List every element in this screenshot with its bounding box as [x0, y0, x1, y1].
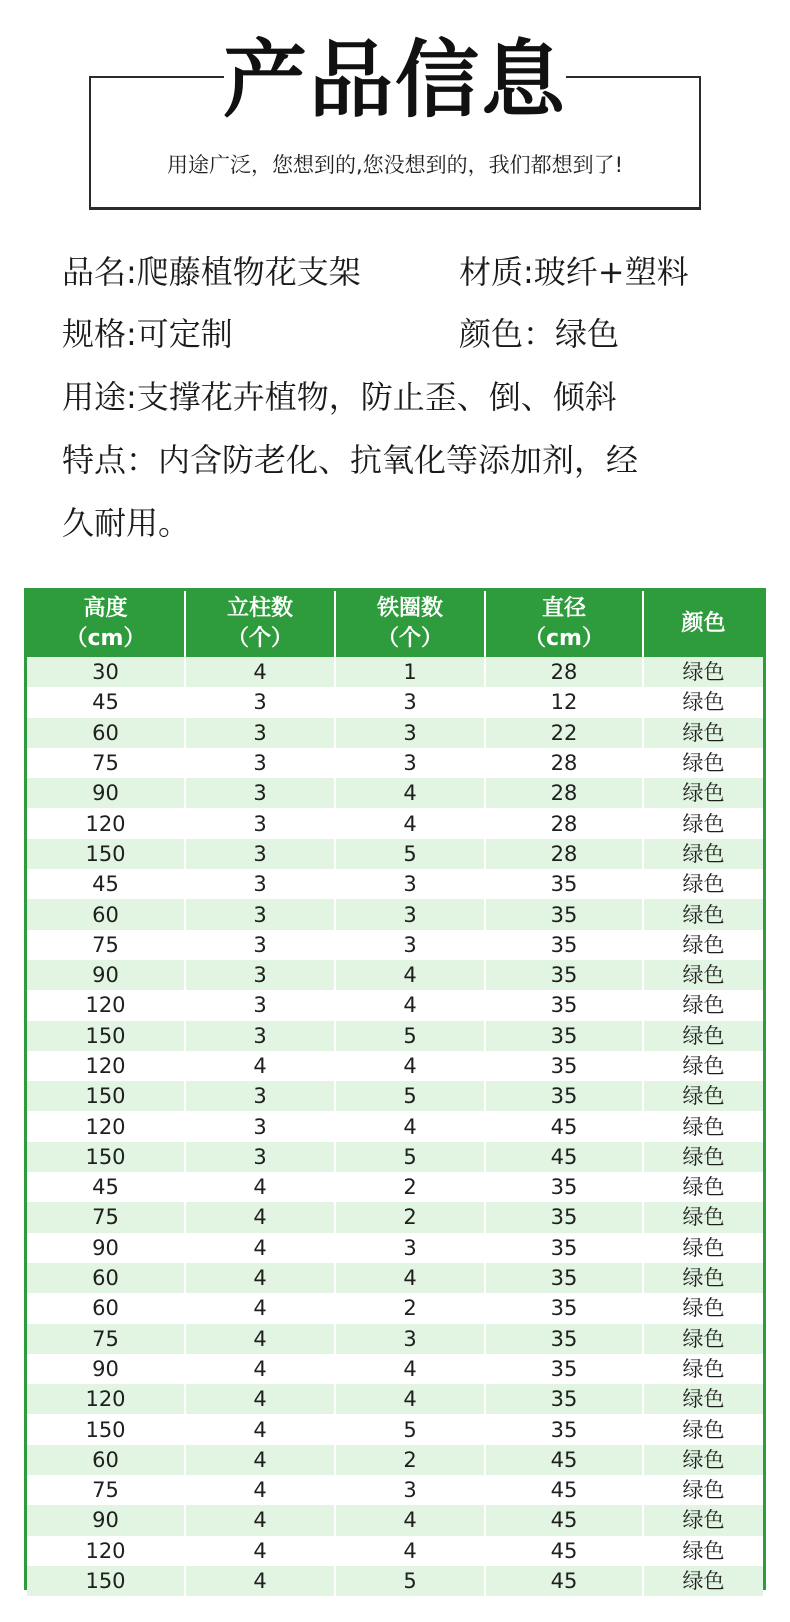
cell-height: 75	[27, 748, 185, 778]
info-spec: 规格:可定制	[62, 315, 233, 353]
cell-height: 90	[27, 1233, 185, 1263]
header-posts: 立柱数 （个）	[185, 591, 335, 657]
cell-diameter: 22	[485, 718, 643, 748]
cell-color: 绿色	[643, 1414, 763, 1444]
cell-rings: 4	[335, 1384, 485, 1414]
cell-height: 120	[27, 1536, 185, 1566]
cell-diameter: 35	[485, 1384, 643, 1414]
cell-posts: 4	[185, 1566, 335, 1596]
cell-posts: 4	[185, 1414, 335, 1444]
cell-diameter: 35	[485, 990, 643, 1020]
table-row	[27, 1081, 763, 1111]
cell-diameter: 35	[485, 1324, 643, 1354]
cell-color: 绿色	[643, 990, 763, 1020]
info-material: 材质:玻纤+塑料	[459, 253, 689, 291]
cell-posts: 3	[185, 960, 335, 990]
cell-color: 绿色	[643, 808, 763, 838]
cell-diameter: 35	[485, 869, 643, 899]
table-row	[27, 869, 763, 899]
cell-diameter: 45	[485, 1475, 643, 1505]
cell-posts: 3	[185, 990, 335, 1020]
info-color: 颜色：绿色	[459, 315, 620, 353]
cell-rings: 5	[335, 1414, 485, 1444]
cell-rings: 3	[335, 869, 485, 899]
cell-diameter: 35	[485, 899, 643, 929]
cell-diameter: 35	[485, 1021, 643, 1051]
cell-rings: 4	[335, 960, 485, 990]
cell-diameter: 28	[485, 778, 643, 808]
cell-diameter: 28	[485, 808, 643, 838]
table-row	[27, 1293, 763, 1323]
cell-rings: 4	[335, 1111, 485, 1141]
cell-posts: 3	[185, 930, 335, 960]
cell-diameter: 45	[485, 1536, 643, 1566]
cell-rings: 3	[335, 1233, 485, 1263]
table-row	[27, 1172, 763, 1202]
header-diameter: 直径 （cm）	[485, 591, 643, 657]
cell-rings: 5	[335, 1142, 485, 1172]
cell-posts: 3	[185, 748, 335, 778]
cell-height: 45	[27, 687, 185, 717]
cell-height: 45	[27, 869, 185, 899]
cell-height: 60	[27, 1445, 185, 1475]
cell-rings: 4	[335, 1505, 485, 1535]
cell-diameter: 35	[485, 1233, 643, 1263]
cell-color: 绿色	[643, 1475, 763, 1505]
cell-rings: 4	[335, 1354, 485, 1384]
table-row	[27, 990, 763, 1020]
table-row	[27, 778, 763, 808]
cell-color: 绿色	[643, 657, 763, 687]
cell-height: 120	[27, 808, 185, 838]
cell-height: 90	[27, 960, 185, 990]
table-row	[27, 1233, 763, 1263]
header-height: 高度 （cm）	[27, 591, 185, 657]
table-row	[27, 1475, 763, 1505]
cell-rings: 4	[335, 1263, 485, 1293]
table-row	[27, 1324, 763, 1354]
cell-color: 绿色	[643, 1445, 763, 1475]
cell-diameter: 35	[485, 1172, 643, 1202]
cell-rings: 3	[335, 930, 485, 960]
cell-color: 绿色	[643, 687, 763, 717]
cell-rings: 3	[335, 718, 485, 748]
cell-color: 绿色	[643, 1566, 763, 1596]
cell-height: 120	[27, 990, 185, 1020]
cell-color: 绿色	[643, 1505, 763, 1535]
cell-posts: 3	[185, 1142, 335, 1172]
cell-rings: 3	[335, 687, 485, 717]
table-row	[27, 1445, 763, 1475]
table-row	[27, 960, 763, 990]
header-frame-top-right	[566, 76, 701, 78]
cell-height: 75	[27, 930, 185, 960]
cell-posts: 3	[185, 1111, 335, 1141]
cell-posts: 4	[185, 1354, 335, 1384]
cell-posts: 4	[185, 1384, 335, 1414]
cell-diameter: 45	[485, 1566, 643, 1596]
cell-color: 绿色	[643, 869, 763, 899]
cell-posts: 4	[185, 1263, 335, 1293]
cell-color: 绿色	[643, 1202, 763, 1232]
cell-posts: 4	[185, 657, 335, 687]
cell-color: 绿色	[643, 748, 763, 778]
cell-diameter: 35	[485, 960, 643, 990]
cell-color: 绿色	[643, 1233, 763, 1263]
cell-height: 150	[27, 839, 185, 869]
cell-height: 150	[27, 1142, 185, 1172]
cell-rings: 5	[335, 1081, 485, 1111]
cell-height: 45	[27, 1172, 185, 1202]
cell-height: 150	[27, 1021, 185, 1051]
cell-height: 120	[27, 1384, 185, 1414]
table-row	[27, 1021, 763, 1051]
header-rings: 铁圈数 （个）	[335, 591, 485, 657]
cell-color: 绿色	[643, 1142, 763, 1172]
info-feature-line-1: 特点：内含防老化、抗氧化等添加剂，经	[62, 441, 639, 479]
cell-color: 绿色	[643, 960, 763, 990]
cell-posts: 4	[185, 1172, 335, 1202]
cell-rings: 3	[335, 1324, 485, 1354]
cell-rings: 2	[335, 1293, 485, 1323]
spec-table	[27, 591, 763, 1596]
cell-rings: 5	[335, 1021, 485, 1051]
cell-diameter: 45	[485, 1505, 643, 1535]
cell-rings: 4	[335, 778, 485, 808]
cell-color: 绿色	[643, 1021, 763, 1051]
cell-diameter: 35	[485, 1051, 643, 1081]
cell-rings: 5	[335, 839, 485, 869]
cell-color: 绿色	[643, 1536, 763, 1566]
cell-color: 绿色	[643, 1293, 763, 1323]
cell-height: 60	[27, 1293, 185, 1323]
table-row	[27, 1566, 763, 1596]
page-title: 产品信息	[222, 31, 567, 129]
cell-diameter: 45	[485, 1445, 643, 1475]
cell-rings: 3	[335, 899, 485, 929]
cell-posts: 4	[185, 1324, 335, 1354]
table-row	[27, 1142, 763, 1172]
cell-posts: 4	[185, 1202, 335, 1232]
cell-rings: 4	[335, 1536, 485, 1566]
cell-diameter: 45	[485, 1142, 643, 1172]
cell-height: 90	[27, 1354, 185, 1384]
cell-diameter: 35	[485, 1202, 643, 1232]
cell-height: 120	[27, 1111, 185, 1141]
table-row	[27, 899, 763, 929]
cell-posts: 3	[185, 718, 335, 748]
cell-diameter: 35	[485, 1081, 643, 1111]
cell-diameter: 28	[485, 839, 643, 869]
cell-posts: 4	[185, 1293, 335, 1323]
cell-height: 150	[27, 1566, 185, 1596]
cell-posts: 4	[185, 1475, 335, 1505]
cell-rings: 3	[335, 1475, 485, 1505]
cell-color: 绿色	[643, 930, 763, 960]
cell-rings: 4	[335, 990, 485, 1020]
cell-rings: 2	[335, 1445, 485, 1475]
cell-rings: 3	[335, 748, 485, 778]
cell-color: 绿色	[643, 1384, 763, 1414]
cell-posts: 4	[185, 1536, 335, 1566]
table-row	[27, 839, 763, 869]
table-row	[27, 1111, 763, 1141]
cell-color: 绿色	[643, 1263, 763, 1293]
cell-diameter: 35	[485, 1293, 643, 1323]
cell-posts: 4	[185, 1505, 335, 1535]
cell-posts: 3	[185, 778, 335, 808]
table-row	[27, 930, 763, 960]
cell-posts: 3	[185, 839, 335, 869]
cell-diameter: 28	[485, 748, 643, 778]
cell-height: 120	[27, 1051, 185, 1081]
cell-posts: 3	[185, 1021, 335, 1051]
table-row	[27, 1263, 763, 1293]
table-row	[27, 687, 763, 717]
cell-diameter: 35	[485, 1354, 643, 1384]
cell-height: 30	[27, 657, 185, 687]
cell-height: 150	[27, 1081, 185, 1111]
cell-posts: 4	[185, 1051, 335, 1081]
cell-height: 60	[27, 1263, 185, 1293]
cell-height: 150	[27, 1414, 185, 1444]
info-product-name: 品名:爬藤植物花支架	[62, 253, 361, 291]
info-usage: 用途:支撑花卉植物，防止歪、倒、倾斜	[62, 378, 617, 416]
table-row	[27, 748, 763, 778]
spec-table-container	[24, 588, 766, 1594]
cell-color: 绿色	[643, 899, 763, 929]
cell-height: 90	[27, 1505, 185, 1535]
cell-height: 60	[27, 899, 185, 929]
cell-posts: 3	[185, 808, 335, 838]
cell-posts: 3	[185, 687, 335, 717]
cell-rings: 4	[335, 808, 485, 838]
table-row	[27, 808, 763, 838]
cell-color: 绿色	[643, 839, 763, 869]
table-row	[27, 1536, 763, 1566]
cell-color: 绿色	[643, 1324, 763, 1354]
cell-diameter: 35	[485, 1414, 643, 1444]
cell-height: 75	[27, 1475, 185, 1505]
header-color: 颜色	[643, 591, 763, 657]
cell-color: 绿色	[643, 1354, 763, 1384]
cell-color: 绿色	[643, 1111, 763, 1141]
cell-height: 60	[27, 718, 185, 748]
table-header-row	[27, 591, 763, 657]
table-row	[27, 1202, 763, 1232]
table-row	[27, 1414, 763, 1444]
cell-height: 75	[27, 1202, 185, 1232]
cell-height: 75	[27, 1324, 185, 1354]
table-row	[27, 657, 763, 687]
cell-diameter: 35	[485, 1263, 643, 1293]
header-frame-top-left	[89, 76, 224, 78]
cell-diameter: 35	[485, 930, 643, 960]
cell-rings: 2	[335, 1172, 485, 1202]
table-row	[27, 1354, 763, 1384]
table-row	[27, 1051, 763, 1081]
cell-color: 绿色	[643, 778, 763, 808]
cell-posts: 4	[185, 1445, 335, 1475]
cell-diameter: 45	[485, 1111, 643, 1141]
cell-height: 90	[27, 778, 185, 808]
cell-rings: 4	[335, 1051, 485, 1081]
table-row	[27, 1505, 763, 1535]
cell-diameter: 12	[485, 687, 643, 717]
cell-rings: 1	[335, 657, 485, 687]
cell-diameter: 28	[485, 657, 643, 687]
cell-color: 绿色	[643, 1081, 763, 1111]
cell-color: 绿色	[643, 1172, 763, 1202]
cell-rings: 2	[335, 1202, 485, 1232]
cell-rings: 5	[335, 1566, 485, 1596]
table-row	[27, 718, 763, 748]
cell-posts: 3	[185, 869, 335, 899]
cell-color: 绿色	[643, 718, 763, 748]
cell-posts: 4	[185, 1233, 335, 1263]
info-feature-line-2: 久耐用。	[62, 504, 191, 542]
table-row	[27, 1384, 763, 1414]
cell-posts: 3	[185, 899, 335, 929]
page-subtitle: 用途广泛，您想到的,您没想到的，我们都想到了!	[166, 153, 624, 177]
cell-posts: 3	[185, 1081, 335, 1111]
cell-color: 绿色	[643, 1051, 763, 1081]
